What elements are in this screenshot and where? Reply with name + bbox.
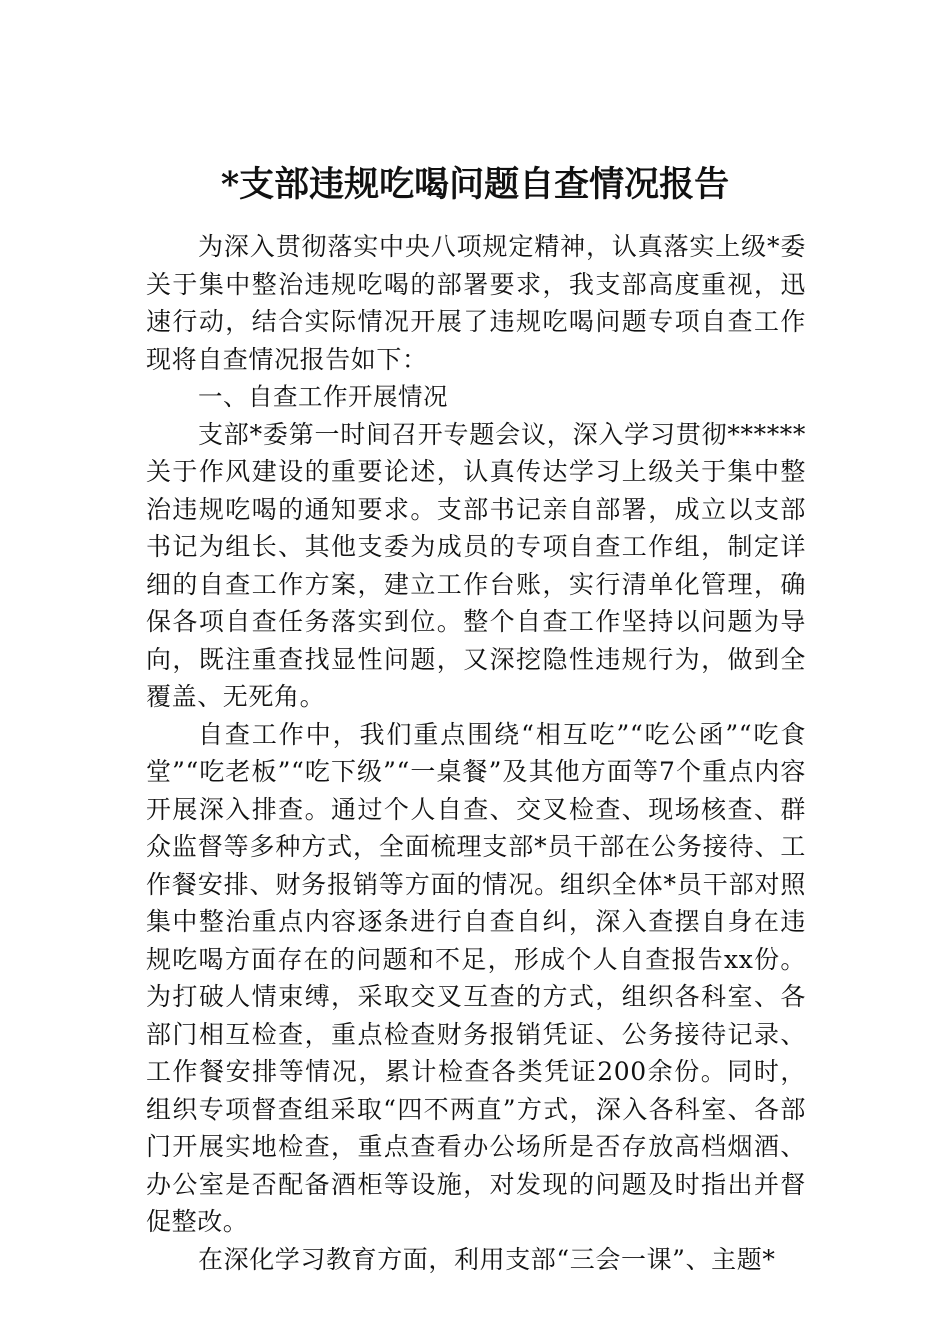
document-body bbox=[146, 228, 806, 1278]
body-paragraph: 在深化学习教育方面，利用支部“三会一课”、主题* bbox=[198, 1244, 776, 1274]
intro-paragraph: 为深入贯彻落实中央八项规定精神，认真落实上级*委关于集中整治违规吃喝的部署要求，我支部高度重视，迅速行动，结合实际情况开展了违规吃喝问题专项自查工作现将自查情况报告如下： bbox=[146, 232, 806, 374]
body-paragraph: 自查工作中，我们重点围绕“相互吃”“吃公函”“吃食堂”“吃老板”“吃下级”“一桌餐”及其他方面等7个重点内容开展深入排查。通过个人自查、交叉检查、现场核查、群众监督等多种方式，全面梳理支部*员干部在公务接待、工作餐安排、财务报销等方面的情况。组织全体*员干部对照集中整治重点内容逐条进行自查自纠，深入查摆自身在违规吃喝方面存在的问题和不足，形成个人自查报告xx份。为打破人情束缚，采取交叉互查的方式，组织各科室、各部门相互检查，重点检查财务报销凭证、公务接待记录、工作餐安排等情况，累计检查各类凭证200余份。同时，组织专项督查组采取“四不两直”方式，深入各科室、各部门开展实地检查，重点查看办公场所是否存放高档烟酒、办公室是否配备酒柜等设施，对发现的问题及时指出并督促整改。 bbox=[146, 719, 806, 1236]
document-title: *支部违规吃喝问题自查情况报告 bbox=[220, 164, 730, 205]
body-paragraph: 支部*委第一时间召开专题会议，深入学习贯彻******关于作风建设的重要论述，认真传达学习上级关于集中整治违规吃喝的通知要求。支部书记亲自部署，成立以支部书记为组长、其他支委为成员的专项自查工作组，制定详细的自查工作方案，建立工作台账，实行清单化管理，确保各项自查任务落实到位。整个自查工作坚持以问题为导向，既注重查找显性问题，又深挖隐性违规行为，做到全覆盖、无死角。 bbox=[146, 419, 806, 711]
section-heading: 一、自查工作开展情况 bbox=[198, 382, 448, 411]
